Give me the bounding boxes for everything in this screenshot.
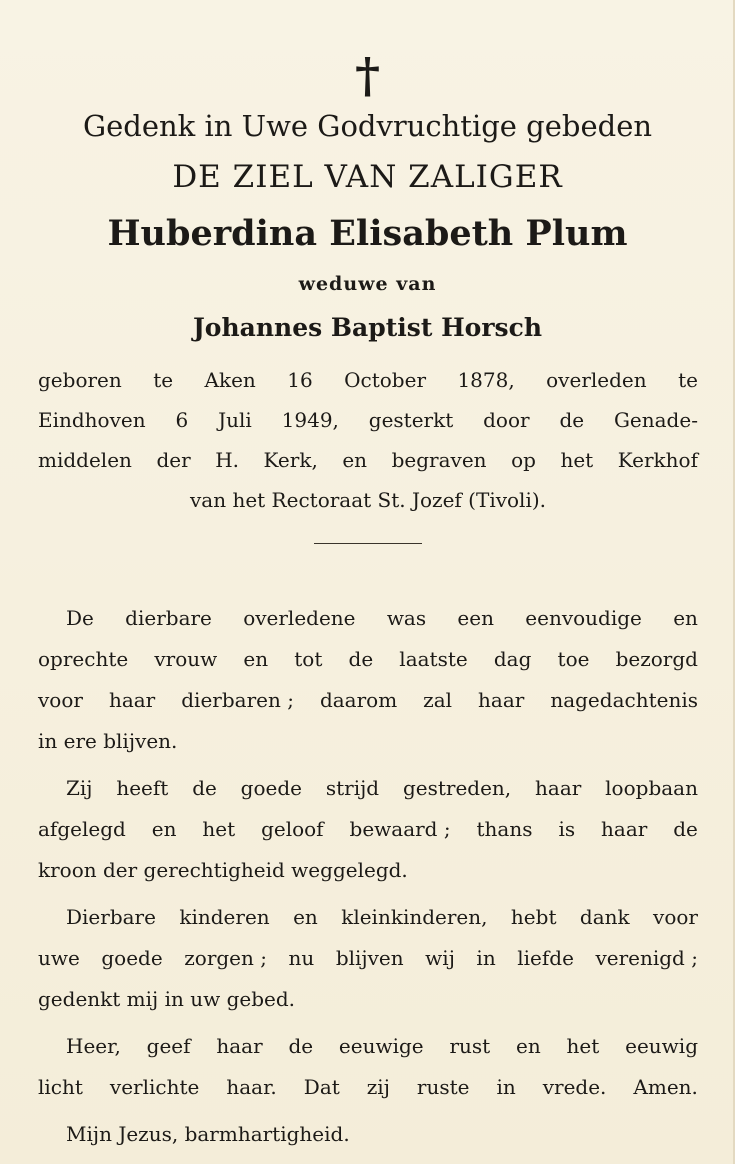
verse-line <box>38 768 698 809</box>
word: gedenkt mij in uw gebed. <box>38 987 296 1011</box>
word: haar <box>601 817 648 841</box>
word: door <box>483 408 530 432</box>
word: dag <box>493 647 532 671</box>
word: te <box>153 368 174 392</box>
word: rust <box>449 1034 491 1058</box>
word: gesterkt <box>368 408 454 432</box>
word: strijd <box>325 776 380 800</box>
verse-line <box>38 897 698 938</box>
word: kinderen <box>179 905 270 929</box>
word: het <box>560 448 594 472</box>
verse-paragraph <box>38 768 698 891</box>
word: begraven <box>391 448 487 472</box>
word: Dat <box>303 1075 340 1099</box>
word: eeuwige <box>338 1034 424 1058</box>
word: H. <box>215 448 239 472</box>
word: Juli <box>218 408 252 432</box>
verse-line <box>38 639 698 680</box>
word: in ere blijven. <box>38 729 178 753</box>
word: Heer, <box>66 1034 121 1058</box>
heading-soul-of: DE ZIEL VAN ZALIGER <box>172 159 563 195</box>
word: van het Rectoraat St. Jozef (Tivoli). <box>189 488 547 512</box>
verse-line <box>38 680 698 721</box>
word: haar. <box>226 1075 277 1099</box>
word: kleinkinderen, <box>341 905 488 929</box>
word: en <box>516 1034 541 1058</box>
word: wij <box>425 946 455 970</box>
word: overledene <box>243 606 356 630</box>
word: der <box>156 448 191 472</box>
word: eeuwig <box>625 1034 698 1058</box>
word: Aken <box>204 368 256 392</box>
word: afgelegd <box>38 817 126 841</box>
verse-line <box>38 721 698 762</box>
verse-line <box>38 809 698 850</box>
word: op <box>511 448 536 472</box>
word: 1878, <box>457 368 515 392</box>
word: uwe <box>38 946 80 970</box>
word: verenigd ; <box>595 946 698 970</box>
word: ruste <box>416 1075 470 1099</box>
word: Dierbare <box>66 905 156 929</box>
verse-paragraph <box>38 1114 698 1155</box>
word: haar <box>535 776 582 800</box>
biography-line <box>38 480 698 520</box>
word: de <box>673 817 698 841</box>
word: liefde <box>517 946 574 970</box>
husband-name: Johannes Baptist Horsch <box>192 313 543 342</box>
word: is <box>558 817 576 841</box>
word: Amen. <box>633 1075 698 1099</box>
word: bezorgd <box>615 647 698 671</box>
word: zal <box>423 688 453 712</box>
word: Kerkhof <box>617 448 698 472</box>
word: en <box>293 905 318 929</box>
word: middelen <box>38 448 132 472</box>
biography-line <box>38 400 698 440</box>
word: dierbare <box>125 606 212 630</box>
word: nu <box>288 946 315 970</box>
word: een <box>457 606 494 630</box>
biography-line <box>38 360 698 400</box>
word: oprechte <box>38 647 129 671</box>
word: vrouw <box>154 647 218 671</box>
word: voor <box>38 688 83 712</box>
word: haar <box>108 688 156 712</box>
word: dierbaren ; <box>181 688 294 712</box>
word: licht <box>38 1075 83 1099</box>
word: Genade- <box>613 408 698 432</box>
word: goede <box>240 776 302 800</box>
word: Kerk, <box>263 448 318 472</box>
biography-text <box>38 360 698 520</box>
word: 6 <box>175 408 189 432</box>
word: 1949, <box>281 408 339 432</box>
word: te <box>678 368 698 392</box>
deceased-name: Huberdina Elisabeth Plum <box>107 213 628 254</box>
verse-line <box>38 979 698 1020</box>
verse-line <box>38 1114 698 1155</box>
word: overleden <box>546 368 647 392</box>
verse-line <box>38 1026 698 1067</box>
word: daarom <box>319 688 398 712</box>
verse-paragraph <box>38 897 698 1020</box>
word: en <box>342 448 368 472</box>
word: verlichte <box>109 1075 200 1099</box>
word: gestreden, <box>402 776 512 800</box>
word: goede <box>101 946 163 970</box>
word: haar <box>216 1034 263 1058</box>
word: thans <box>476 817 533 841</box>
cross-icon: † <box>354 48 381 104</box>
word: haar <box>478 688 525 712</box>
word: zij <box>366 1075 390 1099</box>
word: October <box>344 368 426 392</box>
word: in <box>476 946 496 970</box>
verse-paragraph <box>38 1026 698 1108</box>
word: hebt <box>510 905 557 929</box>
word: laatste <box>399 647 468 671</box>
word: Zij <box>66 776 93 800</box>
verse-line <box>38 938 698 979</box>
word: nagedachtenis <box>550 688 698 712</box>
word: Eindhoven <box>38 408 146 432</box>
word: de <box>348 647 374 671</box>
word: Mijn Jezus, barmhartigheid. <box>66 1122 350 1146</box>
word: zorgen ; <box>184 946 267 970</box>
word: en <box>243 647 269 671</box>
word: geloof <box>261 817 324 841</box>
widow-of-label: weduwe van <box>298 273 437 295</box>
biography-line <box>38 440 698 480</box>
word: De <box>66 606 94 630</box>
word: toe <box>557 647 590 671</box>
word: geef <box>146 1034 191 1058</box>
word: in <box>496 1075 516 1099</box>
devotional-text <box>38 598 698 1161</box>
word: voor <box>653 905 698 929</box>
word: heeft <box>116 776 169 800</box>
word: geboren <box>38 368 122 392</box>
word: en <box>673 606 698 630</box>
word: blijven <box>335 946 404 970</box>
word: eenvoudige <box>525 606 642 630</box>
word: de <box>288 1034 314 1058</box>
word: het <box>566 1034 600 1058</box>
verse-paragraph <box>38 598 698 762</box>
word: het <box>202 817 236 841</box>
word: de <box>559 408 585 432</box>
verse-line <box>38 1067 698 1108</box>
word: 16 <box>287 368 313 392</box>
word: tot <box>294 647 323 671</box>
word: en <box>151 817 177 841</box>
section-divider <box>314 543 422 544</box>
word: de <box>192 776 217 800</box>
word: was <box>386 606 427 630</box>
word: loopbaan <box>605 776 698 800</box>
verse-line <box>38 850 698 891</box>
word: bewaard ; <box>349 817 451 841</box>
heading-prayer-request: Gedenk in Uwe Godvruchtige gebeden <box>82 109 653 143</box>
word: vrede. <box>542 1075 607 1099</box>
verse-line <box>38 598 698 639</box>
word: dank <box>579 905 630 929</box>
word: kroon der gerechtigheid weggelegd. <box>38 858 408 882</box>
